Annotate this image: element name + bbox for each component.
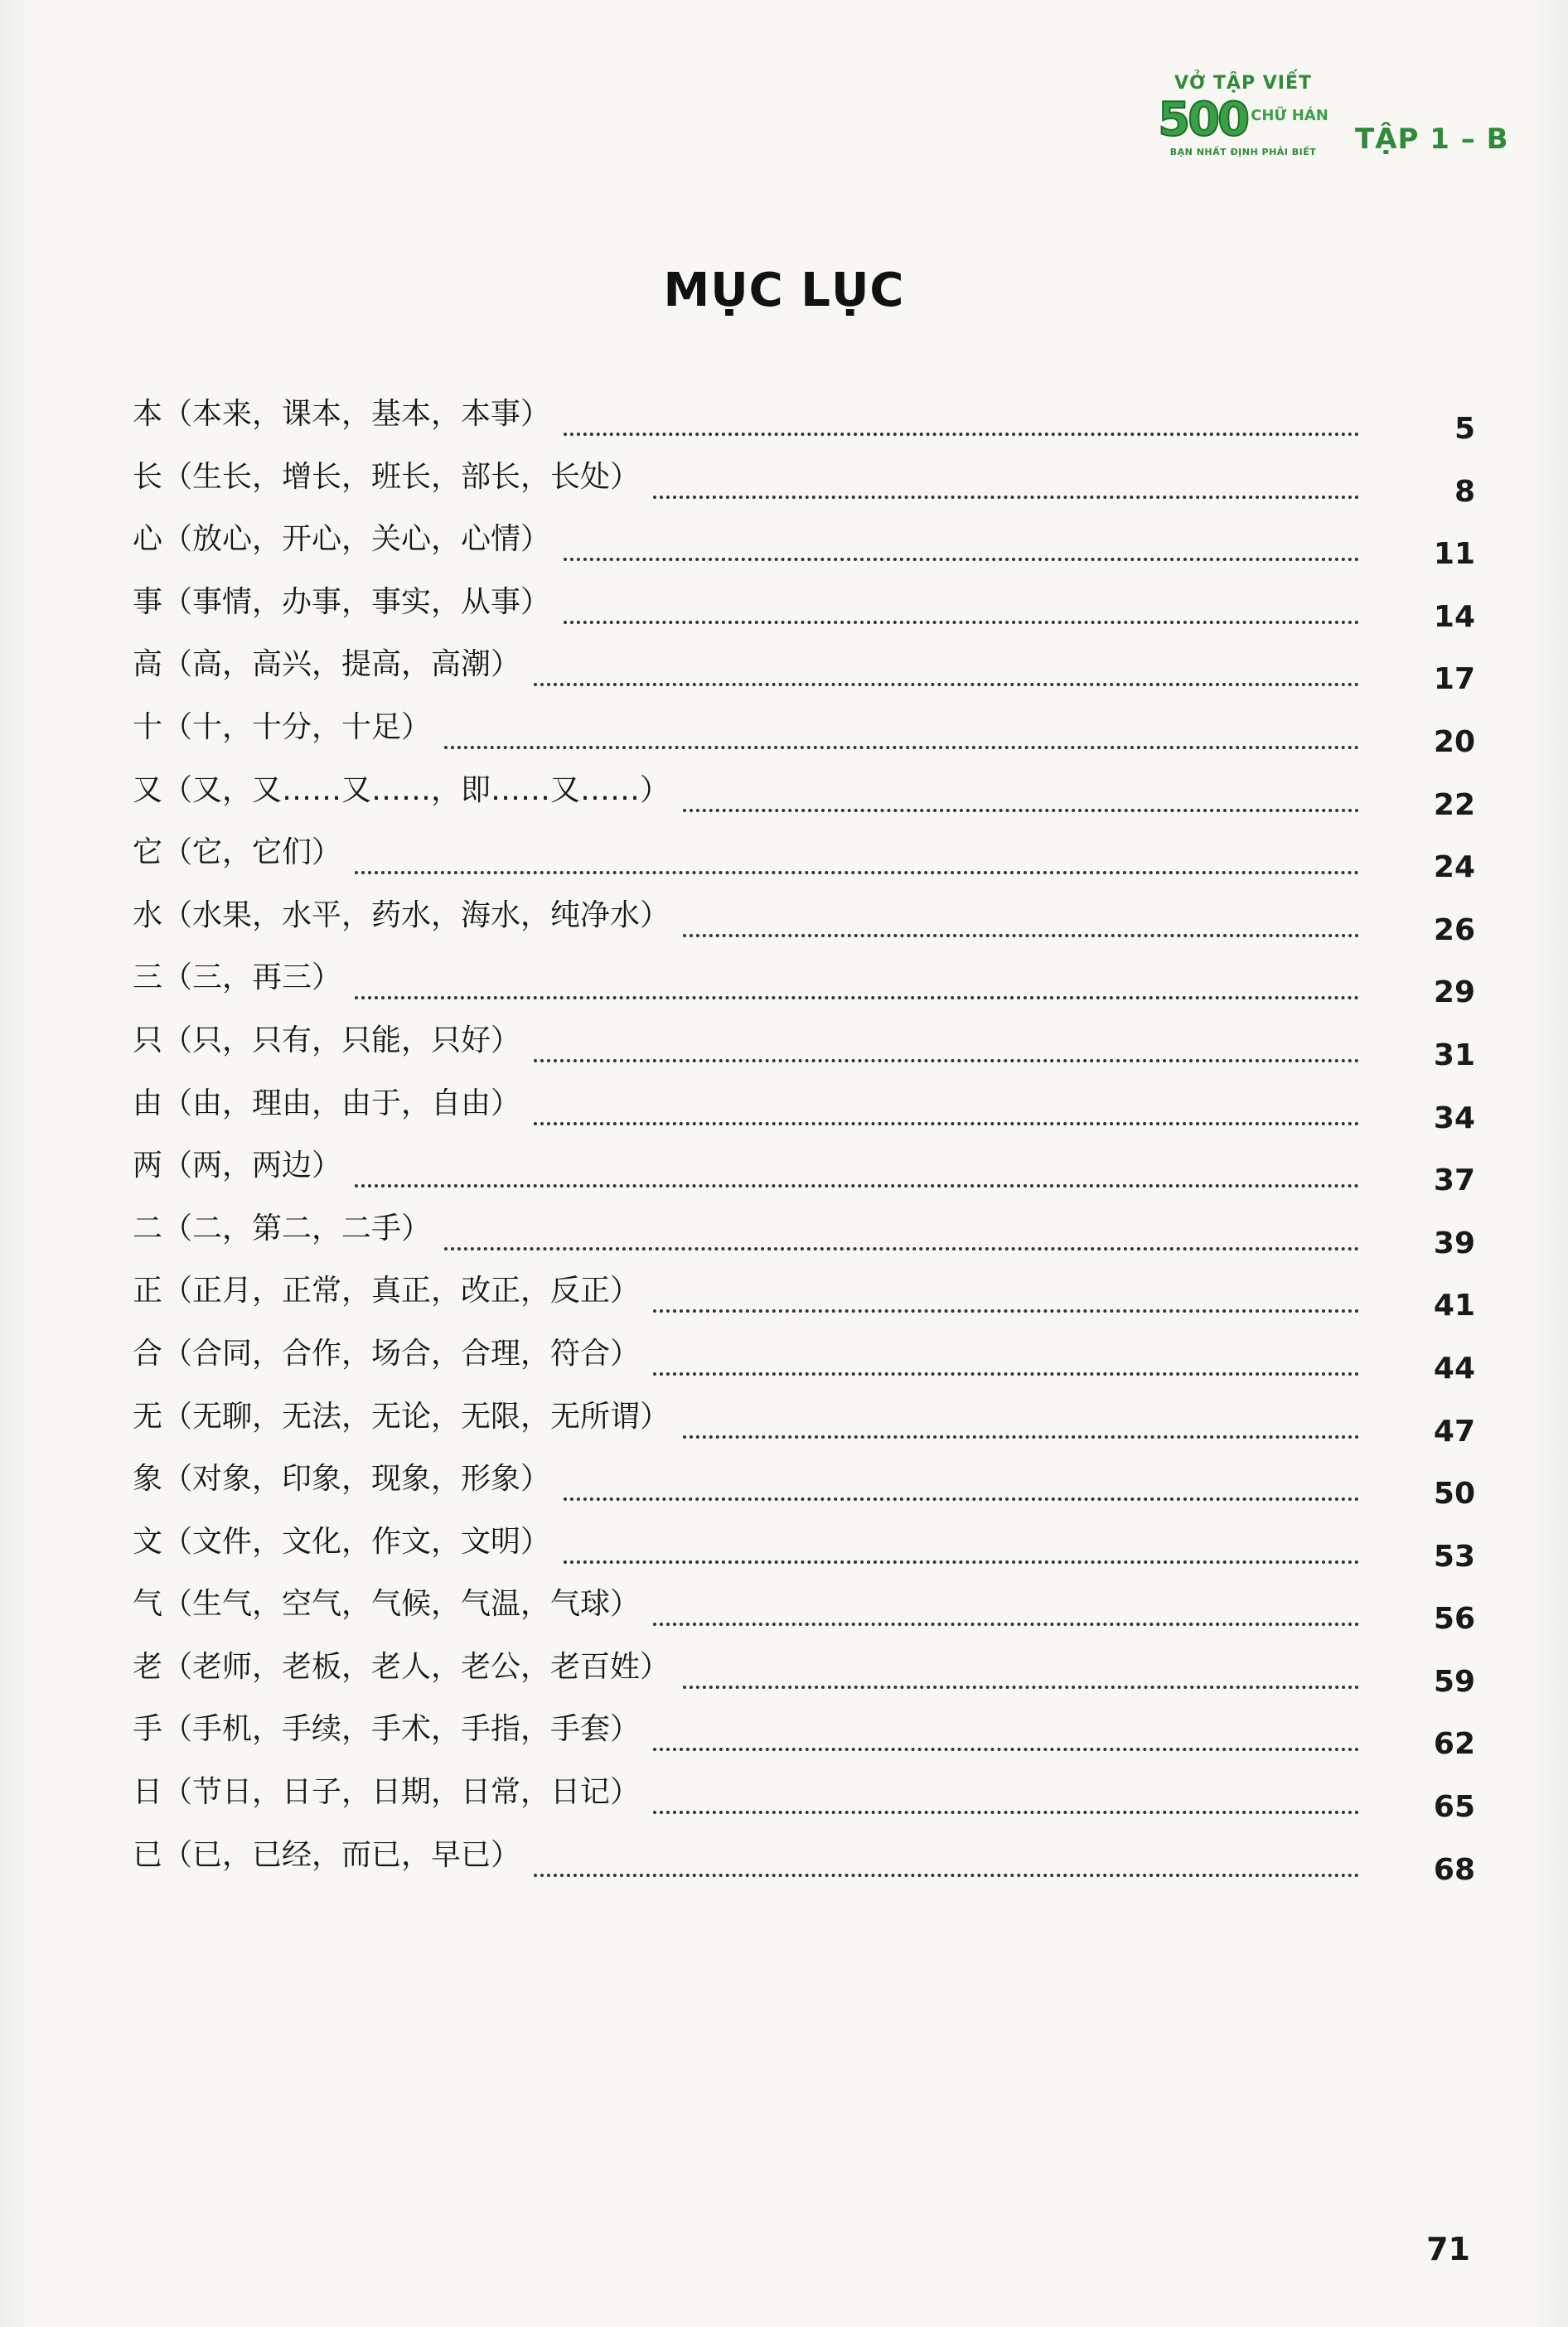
toc-dot-leader <box>653 1618 1359 1626</box>
toc-row[interactable] <box>133 1336 1475 1399</box>
toc-dot-leader <box>653 1304 1359 1313</box>
logo-top-text: VỞ TẬP VIẾT <box>1174 73 1312 94</box>
toc-dot-leader <box>564 1555 1359 1564</box>
toc-dot-leader <box>355 1179 1359 1188</box>
toc-page-number: 31 <box>1433 1038 1475 1072</box>
toc-dot-leader <box>653 1806 1359 1814</box>
toc-row[interactable] <box>133 459 1475 522</box>
toc-page-number: 56 <box>1433 1602 1475 1637</box>
toc-entry-text: 气（生气，空气，气候，气温，气球） <box>133 1587 641 1622</box>
toc-row[interactable] <box>133 1774 1475 1837</box>
toc-page-number: 53 <box>1433 1539 1475 1574</box>
toc-dot-leader <box>564 1492 1359 1501</box>
toc-page-number: 5 <box>1454 412 1475 446</box>
toc-entry-text: 二（二，第二，二手） <box>133 1211 432 1246</box>
toc-entry-text: 事（事情，办事，事实，从事） <box>133 584 551 619</box>
toc-dot-leader <box>444 741 1359 749</box>
toc-entry-text: 无（无聊，无法，无论，无限，无所谓） <box>133 1399 670 1434</box>
toc-row[interactable] <box>133 1461 1475 1524</box>
toc-row[interactable] <box>133 709 1475 772</box>
toc-entry-text: 水（水果，水平，药水，海水，纯净水） <box>133 897 670 932</box>
logo-word: CHỮ HÁN <box>1251 107 1328 124</box>
toc-row[interactable] <box>133 584 1475 647</box>
toc-row[interactable] <box>133 1273 1475 1336</box>
toc-dot-leader <box>683 1681 1359 1689</box>
logo-number: 500 <box>1158 93 1248 147</box>
toc-entry-text: 老（老师，老板，老人，老公，老百姓） <box>133 1649 670 1684</box>
toc-entry-text: 象（对象，印象，现象，形象） <box>133 1462 551 1497</box>
toc-dot-leader <box>355 866 1359 874</box>
toc-row[interactable] <box>133 1711 1475 1774</box>
toc-row[interactable] <box>133 960 1475 1023</box>
toc-dot-leader <box>564 553 1359 561</box>
toc-dot-leader <box>653 1743 1359 1751</box>
toc-page-number: 34 <box>1433 1101 1475 1135</box>
toc-entry-text: 又（又，又……又……，即……又……） <box>133 772 670 807</box>
series-logo <box>1144 66 1343 174</box>
toc-page-number: 8 <box>1454 474 1475 509</box>
toc-dot-leader <box>683 804 1359 812</box>
toc-entry-text: 已（已，已经，而已，早已） <box>133 1837 521 1872</box>
toc-page-number: 65 <box>1433 1790 1475 1825</box>
toc-page-number: 24 <box>1433 850 1475 885</box>
page-header <box>1144 66 1509 182</box>
toc-page-number: 47 <box>1433 1414 1475 1449</box>
toc-page-number: 39 <box>1433 1226 1475 1260</box>
toc-entry-text: 长（生长，增长，班长，部长，长处） <box>133 459 641 494</box>
toc-dot-leader <box>683 1430 1359 1439</box>
toc-page-number: 20 <box>1433 724 1475 759</box>
toc-page-number: 68 <box>1433 1852 1475 1887</box>
toc-dot-leader <box>534 1054 1359 1062</box>
toc-dot-leader <box>564 616 1359 624</box>
toc-page-number: 50 <box>1433 1477 1475 1512</box>
table-of-contents <box>133 396 1475 1899</box>
toc-page-number: 62 <box>1433 1727 1475 1762</box>
toc-page-number: 17 <box>1433 662 1475 697</box>
page-number: 71 <box>1426 2231 1470 2267</box>
page-title: MỤC LỤC <box>663 264 905 317</box>
toc-row[interactable] <box>133 521 1475 584</box>
toc-row[interactable] <box>133 646 1475 709</box>
toc-page-number: 59 <box>1433 1664 1475 1699</box>
logo-middle <box>1144 95 1343 145</box>
toc-page-number: 26 <box>1433 912 1475 947</box>
toc-entry-text: 心（放心，开心，关心，心情） <box>133 522 551 557</box>
toc-row[interactable] <box>133 772 1475 835</box>
toc-row[interactable] <box>133 897 1475 960</box>
toc-row[interactable] <box>133 1023 1475 1086</box>
toc-dot-leader <box>534 678 1359 686</box>
toc-row[interactable] <box>133 1524 1475 1587</box>
toc-row[interactable] <box>133 1649 1475 1712</box>
toc-entry-text: 高（高，高兴，提高，高潮） <box>133 647 521 682</box>
toc-entry-text: 只（只，只有，只能，只好） <box>133 1023 521 1057</box>
toc-page-number: 14 <box>1433 599 1475 634</box>
toc-row[interactable] <box>133 1211 1475 1274</box>
toc-row[interactable] <box>133 835 1475 897</box>
toc-entry-text: 由（由，理由，由于，自由） <box>133 1086 521 1120</box>
toc-dot-leader <box>653 1367 1359 1376</box>
toc-page-number: 29 <box>1433 975 1475 1010</box>
toc-entry-text: 三（三，再三） <box>133 960 342 995</box>
toc-dot-leader <box>564 428 1359 436</box>
logo-bottom-text: BẠN NHẤT ĐỊNH PHẢI BIẾT <box>1169 147 1317 157</box>
toc-row[interactable] <box>133 396 1475 459</box>
toc-row[interactable] <box>133 1148 1475 1211</box>
toc-entry-text: 手（手机，手续，手术，手指，手套） <box>133 1712 641 1747</box>
toc-dot-leader <box>683 929 1359 937</box>
toc-row[interactable] <box>133 1837 1475 1900</box>
toc-dot-leader <box>444 1242 1359 1251</box>
toc-row[interactable] <box>133 1399 1475 1462</box>
toc-entry-text: 文（文件，文化，作文，文明） <box>133 1524 551 1559</box>
toc-dot-leader <box>534 1869 1359 1877</box>
toc-page-number: 11 <box>1433 537 1475 572</box>
toc-entry-text: 合（合同，合作，场合，合理，符合） <box>133 1336 641 1371</box>
toc-entry-text: 本（本来，课本，基本，本事） <box>133 397 551 431</box>
toc-dot-leader <box>534 1117 1359 1125</box>
volume-label: TẬP 1 – B <box>1355 123 1509 156</box>
toc-row[interactable] <box>133 1586 1475 1649</box>
toc-page-number: 37 <box>1433 1164 1475 1198</box>
toc-entry-text: 它（它，它们） <box>133 835 342 870</box>
toc-entry-text: 正（正月，正常，真正，改正，反正） <box>133 1274 641 1309</box>
toc-entry-text: 日（节日，日子，日期，日常，日记） <box>133 1775 641 1810</box>
toc-dot-leader <box>355 991 1359 999</box>
toc-page-number: 22 <box>1433 787 1475 822</box>
toc-dot-leader <box>653 491 1359 499</box>
toc-page-number: 44 <box>1433 1351 1475 1386</box>
toc-page-number: 41 <box>1433 1289 1475 1323</box>
toc-row[interactable] <box>133 1086 1475 1149</box>
toc-entry-text: 十（十，十分，十足） <box>133 709 432 744</box>
toc-entry-text: 两（两，两边） <box>133 1149 342 1183</box>
